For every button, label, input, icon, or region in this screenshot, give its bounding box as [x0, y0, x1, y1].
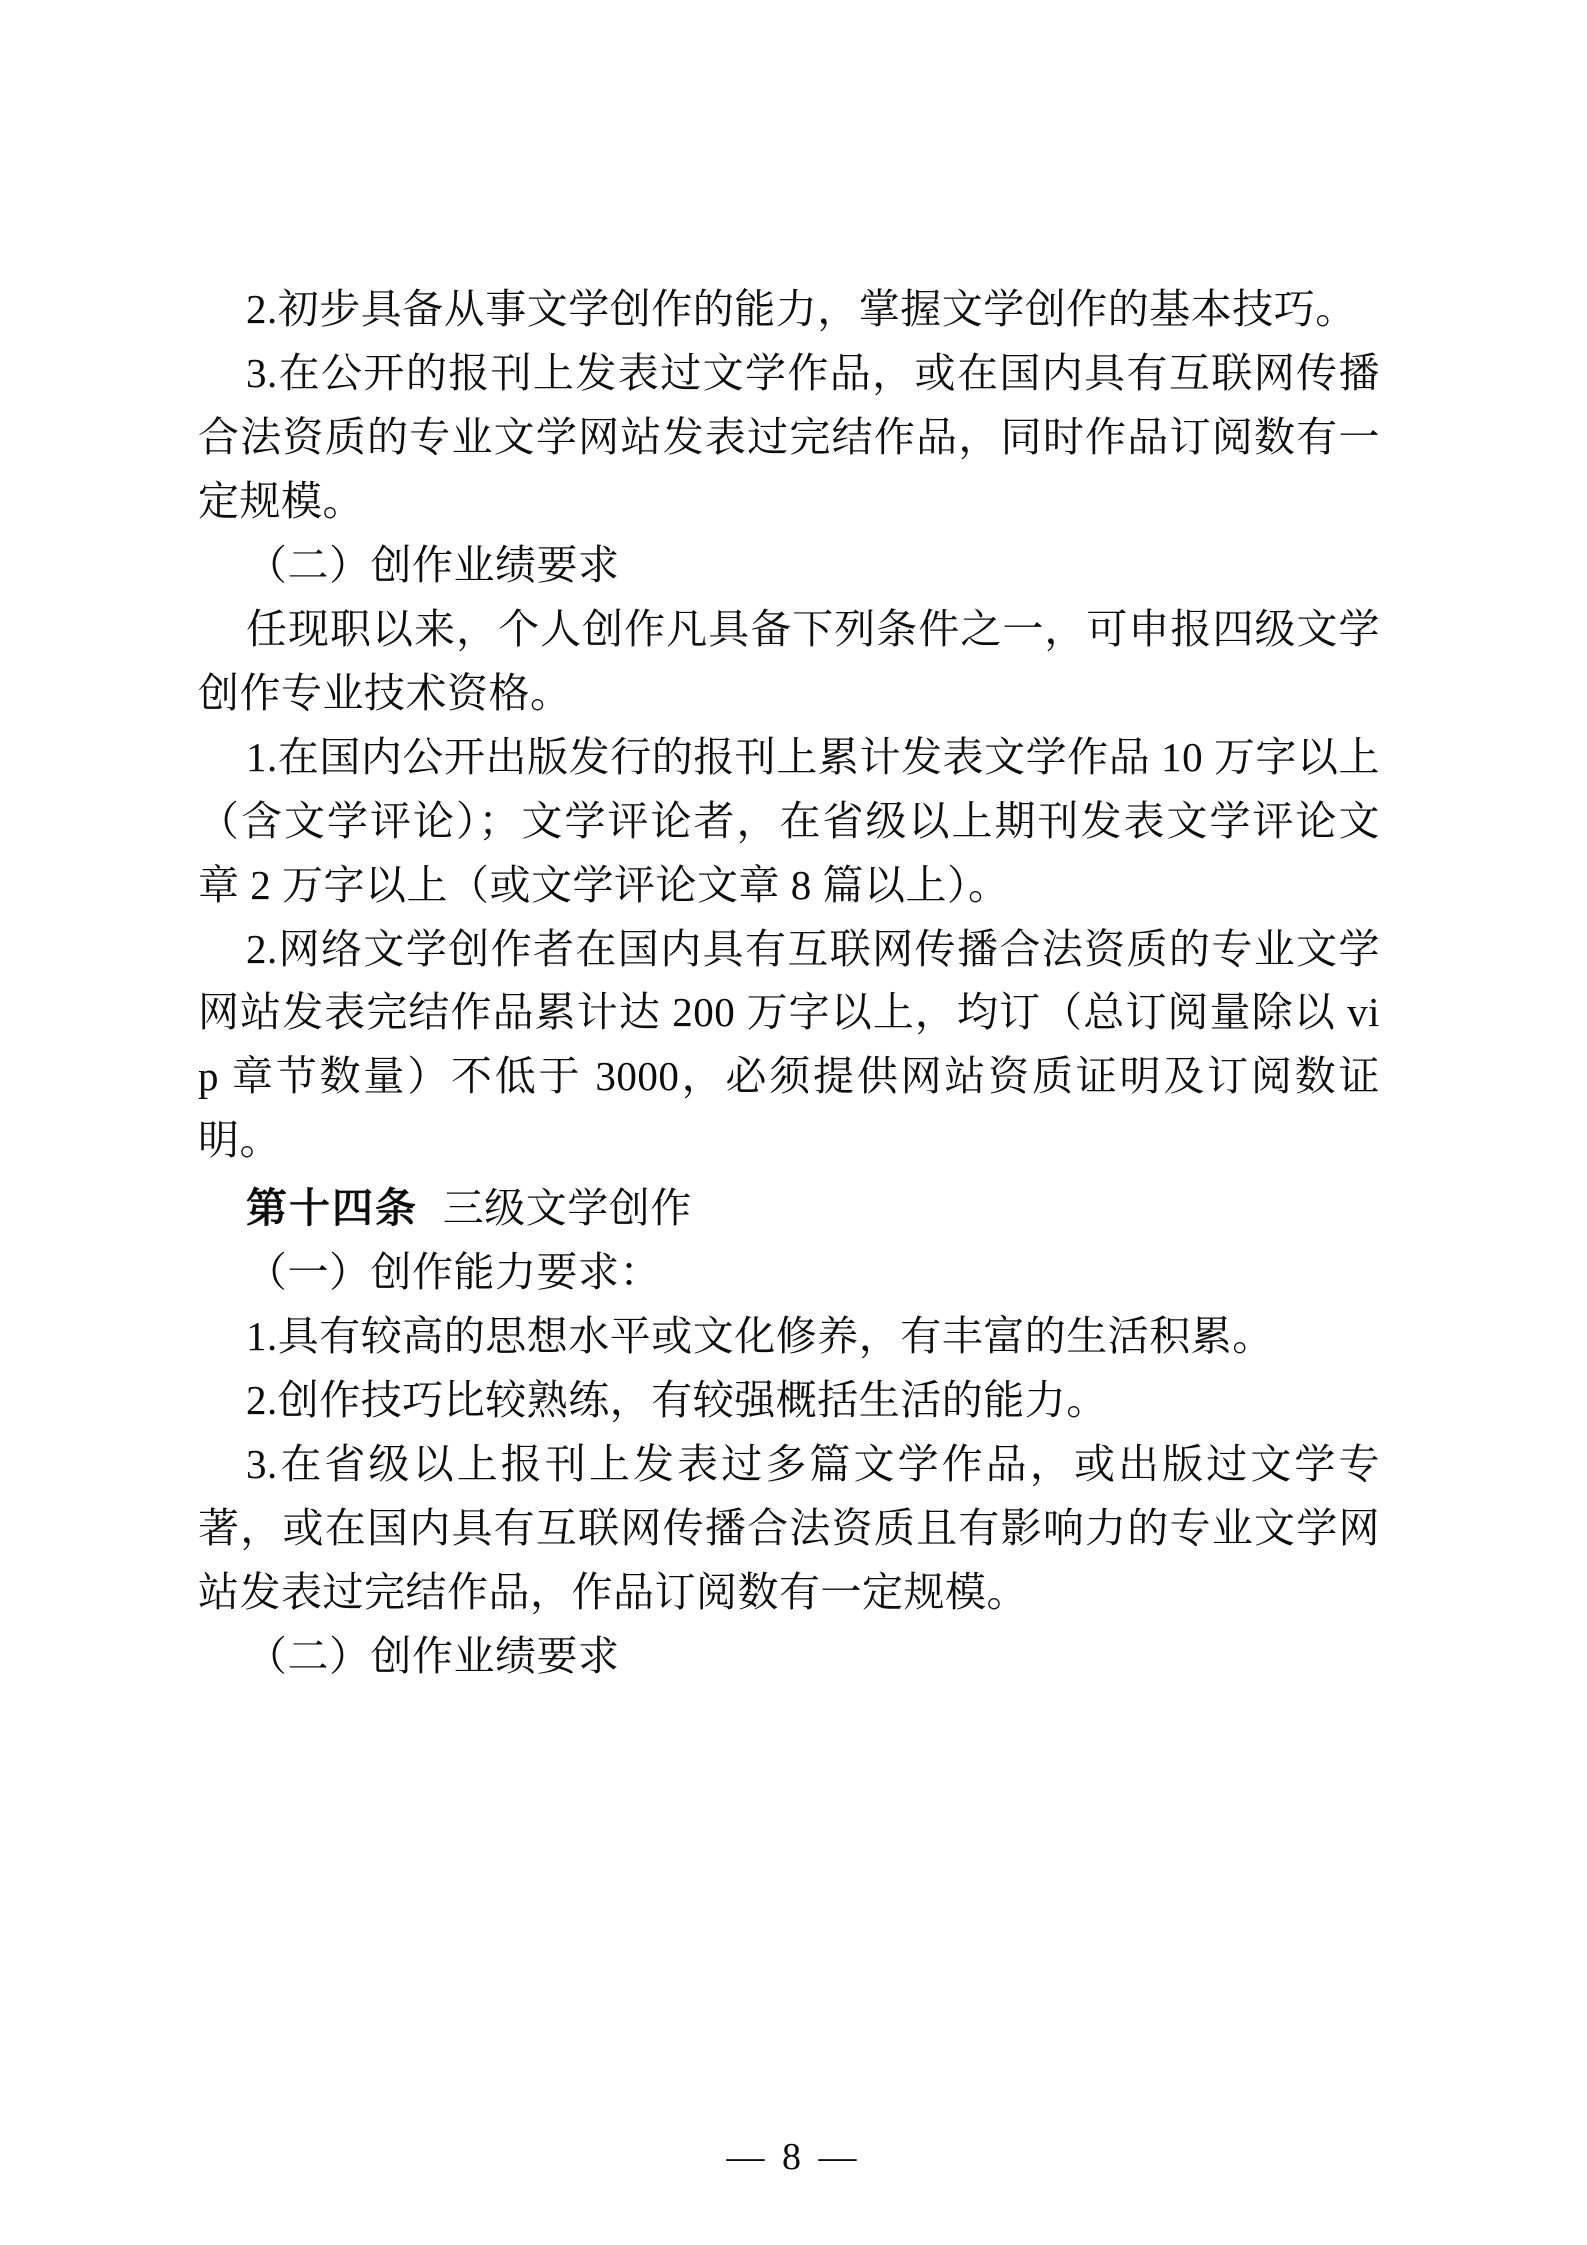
article-number: 第十四条	[246, 1185, 418, 1232]
paragraph-article14-ability-1: 1.具有较高的思想水平或文化修养，有丰富的生活积累。	[246, 1313, 1274, 1360]
paragraph-performance-2: 2.网络文学创作者在国内具有互联网传播合法资质的专业文学网站发表完结作品累计达 200 万字以上，均订（总订阅量除以 vip 章节数量）不低于 3000，必须提供网站资质证明及订阅数证明。	[198, 925, 1380, 1164]
article-title: 三级文学创作	[442, 1185, 692, 1232]
document-body	[198, 278, 1380, 1689]
paragraph-article14-ability-3: 3.在省级以上报刊上发表过多篇文学作品，或出版过文学专著，或在国内具有互联网传播合法资质且有影响力的专业文学网站发表过完结作品，作品订阅数有一定规模。	[198, 1441, 1380, 1616]
paragraph-article14-section-two-title: （二）创作业绩要求	[246, 1633, 620, 1680]
paragraph-article14-ability-2: 2.创作技巧比较熟练，有较强概括生活的能力。	[246, 1377, 1108, 1424]
paragraph-performance-1: 1.在国内公开出版发行的报刊上累计发表文学作品 10 万字以上（含文学评论）；文学评论者，在省级以上期刊发表文学评论文章 2 万字以上（或文学评论文章 8 篇以上）。	[198, 733, 1380, 908]
paragraph-article14-section-one-title: （一）创作能力要求：	[246, 1249, 661, 1296]
paragraph-section-two-intro: 任现职以来，个人创作凡具备下列条件之一，可申报四级文学创作专业技术资格。	[198, 605, 1380, 716]
paragraph-article-fourteen-heading	[198, 1177, 1380, 1241]
page-number: — 8 —	[726, 2136, 861, 2178]
paragraph-section-two-title: （二）创作业绩要求	[246, 541, 620, 588]
paragraph-ability-2: 2.初步具备从事文学创作的能力，掌握文学创作的基本技巧。	[246, 286, 1357, 332]
paragraph-ability-3: 3.在公开的报刊上发表过文学作品，或在国内具有互联网传播合法资质的专业文学网站发表过完结作品，同时作品订阅数有一定规模。	[198, 349, 1380, 524]
